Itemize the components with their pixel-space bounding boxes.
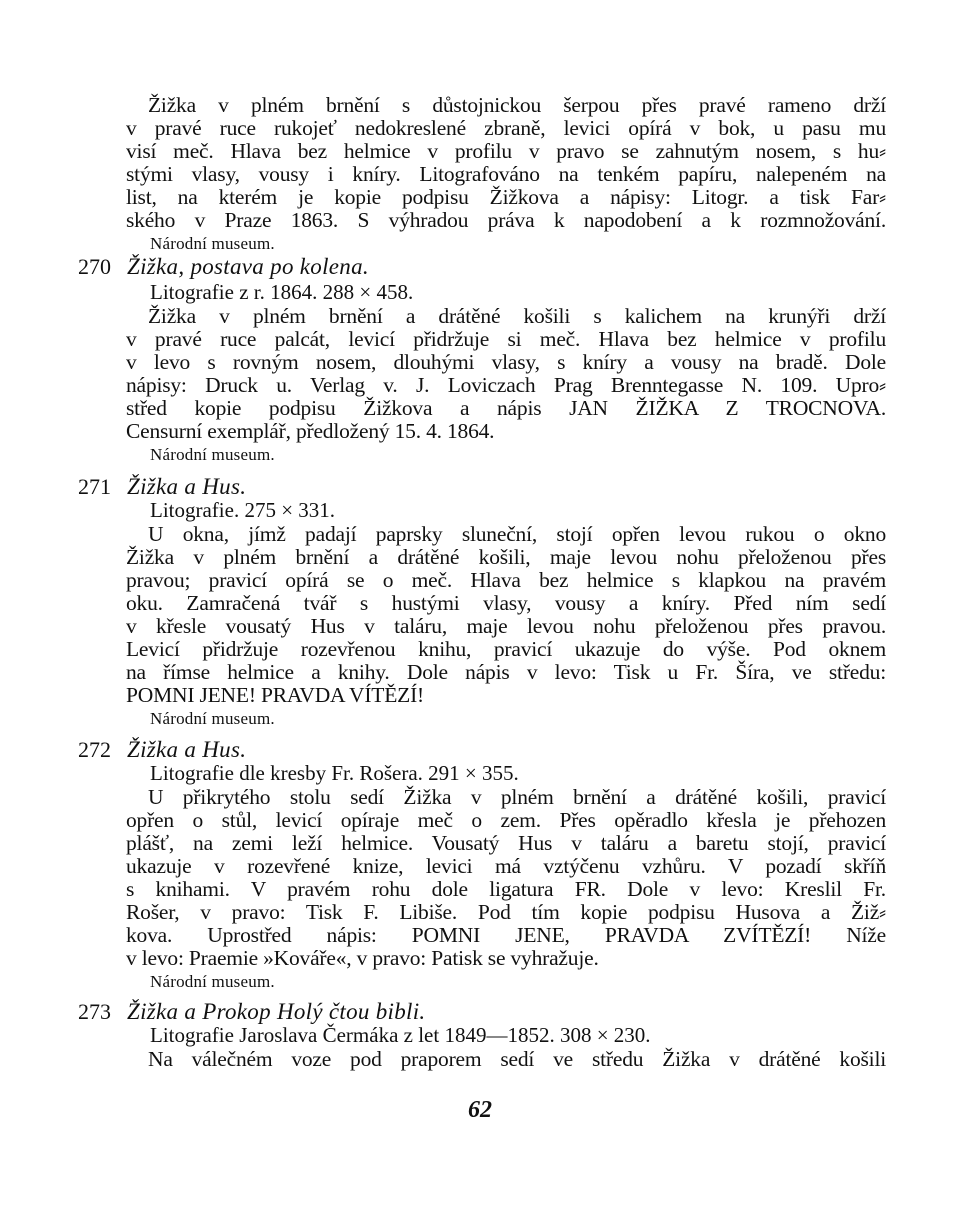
location-note: Národní museum. [150, 709, 275, 728]
location-note: Národní museum. [150, 234, 275, 253]
paragraph-line: Žižka v plném brnění a drátěné košili, maje levou nohu přeloženou přes [126, 545, 886, 569]
paragraph-line: plášť, na zemi leží helmice. Vousatý Hus v taláru a baretu stojí, pravicí [126, 831, 886, 855]
paragraph-line: v pravé ruce palcát, levicí přidržuje si meč. Hlava bez helmice v profilu [126, 327, 886, 351]
entry-number: 272 [78, 737, 111, 762]
paragraph-line: Censurní exemplář, předložený 15. 4. 1864. [126, 419, 495, 443]
paragraph-line: POMNI JENE! PRAVDA VÍTĚZÍ! [126, 683, 424, 707]
paragraph-line: na římse helmice a knihy. Dole nápis v levo: Tisk u Fr. Šíra, ve středu: [126, 660, 886, 684]
paragraph-line: Rošer, v pravo: Tisk F. Libiše. Pod tím kopie podpisu Husova a Žiž⸗ [126, 900, 886, 924]
entry-number: 271 [78, 474, 111, 499]
paragraph-line: v levo: Praemie »Kováře«, v pravo: Patisk se vyhražuje. [126, 946, 599, 970]
location-note: Národní museum. [150, 972, 275, 991]
entry-meta: Litografie Jaroslava Čermáka z let 1849—1852. 308 × 230. [150, 1023, 651, 1047]
entry-title: Žižka a Prokop Holý čtou bibli. [127, 999, 426, 1024]
paragraph-line: střed kopie podpisu Žižkova a nápis JAN ŽIŽKA Z TROCNOVA. [126, 396, 886, 420]
entry-number: 270 [78, 254, 111, 279]
paragraph-line: U okna, jímž padají paprsky sluneční, stojí opřen levou rukou o okno [148, 522, 886, 546]
paragraph-line: Na válečném voze pod praporem sedí ve středu Žižka v drátěné košili [148, 1047, 886, 1071]
entry-meta: Litografie. 275 × 331. [150, 498, 336, 522]
paragraph-line: Levicí přidržuje rozevřenou knihu, pravicí ukazuje do výše. Pod oknem [126, 637, 886, 661]
page-number: 62 [468, 1097, 492, 1123]
paragraph-line: v pravé ruce rukojeť nedokreslené zbraně, levici opírá v bok, u pasu mu [126, 116, 886, 140]
entry-meta: Litografie dle kresby Fr. Rošera. 291 × 355. [150, 761, 519, 785]
paragraph-line: s knihami. V pravém rohu dole ligatura FR. Dole v levo: Kreslil Fr. [126, 877, 886, 901]
entry-number: 273 [78, 999, 111, 1024]
paragraph-line: ukazuje v rozevřené knize, levici má vztýčenu vzhůru. V pozadí skříň [126, 854, 886, 878]
paragraph-line: kova. Uprostřed nápis: POMNI JENE, PRAVDA ZVÍTĚZÍ! Níže [126, 923, 886, 947]
location-note: Národní museum. [150, 445, 275, 464]
paragraph-line: opřen o stůl, levicí opíraje meč o zem. Přes opěradlo křesla je přehozen [126, 808, 886, 832]
entry-title: Žižka a Hus. [127, 737, 247, 762]
paragraph-line: v levo s rovným nosem, dlouhými vlasy, s kníry a vousy na bradě. Dole [126, 350, 886, 374]
paragraph-line: oku. Zamračená tvář s hustými vlasy, vousy a kníry. Před ním sedí [126, 591, 886, 615]
paragraph-line: Žižka v plném brnění a drátěné košili s kalichem na krunýři drží [148, 304, 886, 328]
paragraph-line: stými vlasy, vousy i kníry. Litografováno na tenkém papíru, nalepeném na [126, 162, 886, 186]
entry-meta: Litografie z r. 1864. 288 × 458. [150, 280, 414, 304]
paragraph-line: list, na kterém je kopie podpisu Žižkova a nápisy: Litogr. a tisk Far⸗ [126, 185, 886, 209]
paragraph-line: ského v Praze 1863. S výhradou práva k napodobení a k rozmnožování. [126, 208, 886, 232]
paragraph-line: pravou; pravicí opírá se o meč. Hlava bez helmice s klapkou na pravém [126, 568, 886, 592]
paragraph-line: v křesle vousatý Hus v taláru, maje levou nohu přeloženou přes pravou. [126, 614, 886, 638]
entry-title: Žižka, postava po kolena. [127, 254, 369, 279]
entry-title: Žižka a Hus. [127, 474, 247, 499]
paragraph-line: visí meč. Hlava bez helmice v profilu v pravo se zahnutým nosem, s hu⸗ [126, 139, 886, 163]
paragraph-line: nápisy: Druck u. Verlag v. J. Loviczach Prag Brenntegasse N. 109. Upro⸗ [126, 373, 886, 397]
paragraph-line: U přikrytého stolu sedí Žižka v plném brnění a drátěné košili, pravicí [148, 785, 886, 809]
paragraph-line: Žižka v plném brnění s důstojnickou šerpou přes pravé rameno drží [148, 93, 886, 117]
